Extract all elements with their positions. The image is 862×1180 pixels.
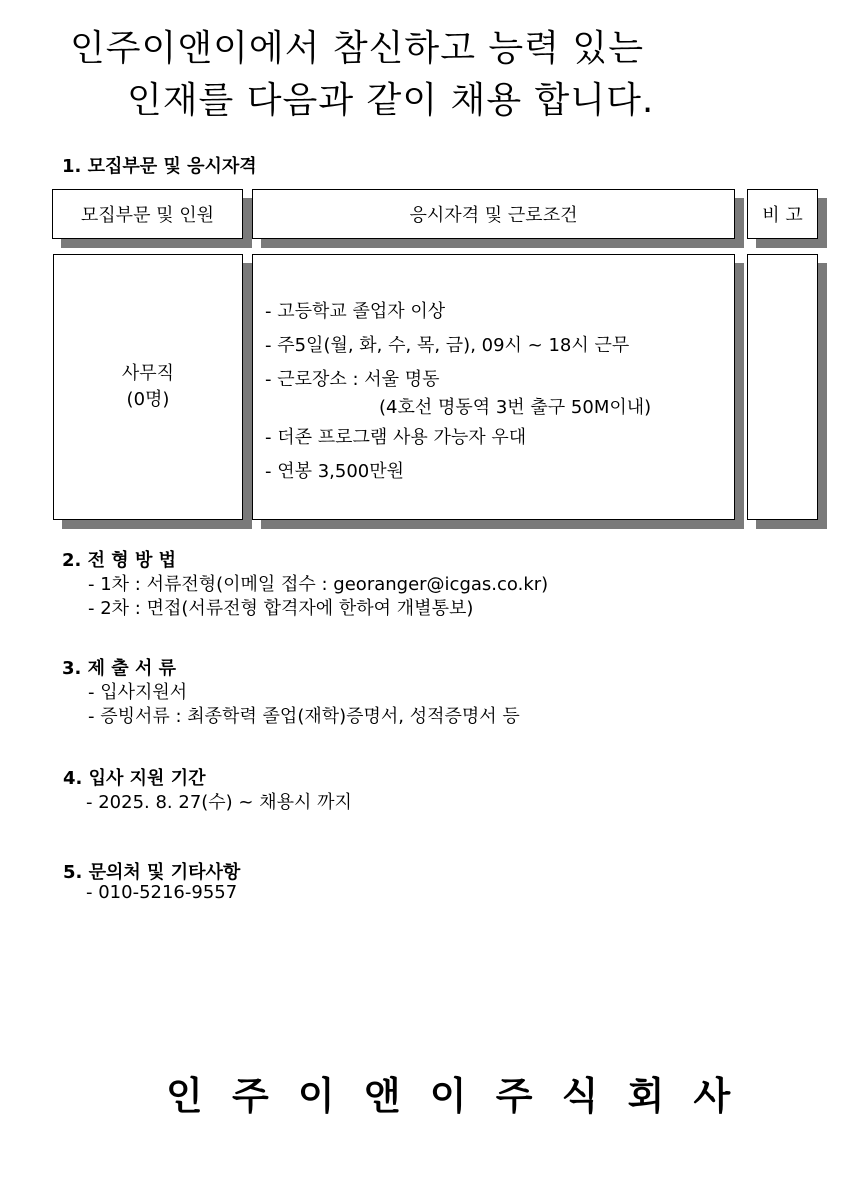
condition-item: - 주5일(월, 화, 수, 목, 금), 09시 ~ 18시 근무 <box>265 335 630 356</box>
section-3-item: - 증빙서류 : 최종학력 졸업(재학)증명서, 성적증명서 등 <box>88 706 520 727</box>
section-3-title: 3. 제 출 서 류 <box>62 658 176 679</box>
section-5-title: 5. 문의처 및 기타사항 <box>63 862 241 883</box>
remarks-cell <box>747 254 818 520</box>
section-4-title: 4. 입사 지원 기간 <box>63 768 206 789</box>
header-remarks: 비 고 <box>747 189 818 239</box>
condition-item: - 더존 프로그램 사용 가능자 우대 <box>265 427 527 448</box>
company-name: 인 주 이 앤 이 주 식 회 사 <box>166 1074 735 1118</box>
conditions-cell <box>252 254 735 520</box>
section-2-item: - 1차 : 서류전형(이메일 접수 : georanger@icgas.co.kr) <box>88 574 549 595</box>
position-headcount: (0명) <box>126 389 170 410</box>
header-recruitment-field: 모집부문 및 인원 <box>52 189 243 239</box>
condition-item: (4호선 명동역 3번 출구 50M이내) <box>379 397 652 418</box>
section-2-title: 2. 전 형 방 법 <box>62 550 176 571</box>
condition-item: - 연봉 3,500만원 <box>265 461 405 482</box>
section-2-item: - 2차 : 면접(서류전형 합격자에 한하여 개별통보) <box>88 598 474 619</box>
section-4-item: - 2025. 8. 27(수) ~ 채용시 까지 <box>86 792 352 813</box>
header-qualifications: 응시자격 및 근로조건 <box>252 189 735 239</box>
section-5-item: - 010-5216-9557 <box>86 882 238 903</box>
position-cell <box>53 254 243 520</box>
condition-item: - 근로장소 : 서울 명동 <box>265 369 440 390</box>
section-1-title: 1. 모집부문 및 응시자격 <box>62 156 257 177</box>
headline-line-2: 인재를 다음과 같이 채용 합니다. <box>127 80 655 121</box>
position-name: 사무직 <box>121 363 175 384</box>
condition-item: - 고등학교 졸업자 이상 <box>265 301 446 322</box>
section-3-item: - 입사지원서 <box>88 682 188 703</box>
headline-line-1: 인주이앤이에서 참신하고 능력 있는 <box>70 28 644 69</box>
